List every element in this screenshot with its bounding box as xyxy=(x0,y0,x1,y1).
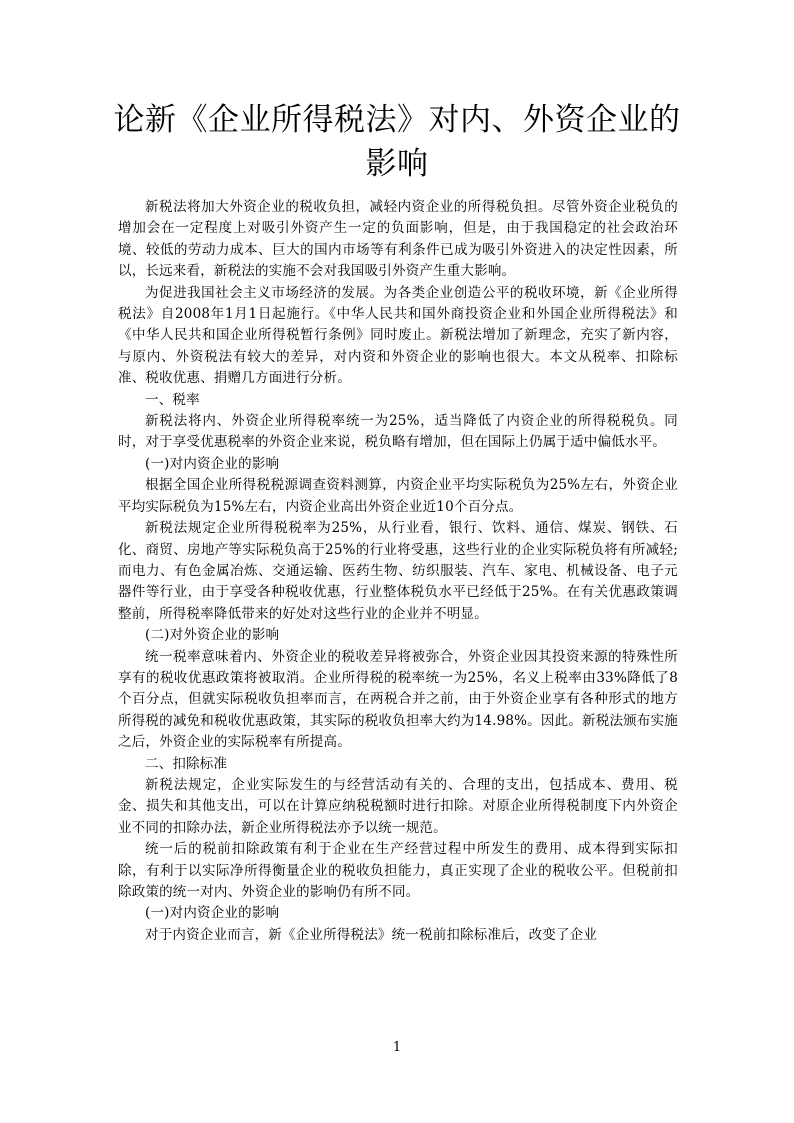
title-line-2: 影响 xyxy=(365,146,429,182)
paragraph-domestic-burden: 根据全国企业所得税税源调查资料测算，内资企业平均实际税负为25%左右，外资企业平均实际税负为15%左右，内资企业高出外资企业近10个百分点。 xyxy=(118,477,678,515)
paragraph-background: 为促进我国社会主义市场经济的发展。为各类企业创造公平的税收环境，新《企业所得税法》自2008年1月1日起施行。《中华人民共和国外商投资企业和外国企业所得税法》和《中华人民共和国企业所得税暂行条例》同时废止。新税法增加了新理念，充实了新内容，与原内、外资税法有较大的差异，对内资和外资企业的影响也很大。本文从税率、扣除标准、税收优惠、捐赠几方面进行分析。 xyxy=(118,284,678,387)
subheading-domestic-deduction: (一)对内资企业的影响 xyxy=(145,905,280,922)
title-line-1: 论新《企业所得税法》对内、外资企业的 xyxy=(113,102,681,138)
paragraph-domestic-deduction: 对于内资企业而言，新《企业所得税法》统一税前扣除标准后，改变了企业 xyxy=(145,926,598,943)
subheading-foreign-impact: (二)对外资企业的影响 xyxy=(145,627,280,644)
paragraph-tax-rate: 新税法将内、外资企业所得税率统一为25%，适当降低了内资企业的所得税税负。同时，对于享受优惠税率的外资企业来说，税负略有增加，但在国际上仍属于适中偏低水平。 xyxy=(118,413,678,451)
page-number: 1 xyxy=(392,1040,402,1055)
section-heading-tax-rate: 一、税率 xyxy=(145,391,200,408)
paragraph-foreign-impact: 统一税率意味着内、外资企业的税收差异将被弥合，外资企业因其投资来源的特殊性所享有的税收优惠政策将被取消。企业所得税的税率统一为25%，名义上税率由33%降低了8个百分点，但就实际税收负担率而言，在两税合并之前，由于外资企业享有各种形式的地方所得税的减免和税收优惠政策，其实际的税收负担率大约为14.98%。因此。新税法颁布实施之后，外资企业的实际税率有所提高。 xyxy=(118,648,678,751)
paragraph-industry-impact: 新税法规定企业所得税税率为25%，从行业看，银行、饮料、通信、煤炭、钢铁、石化、商贸、房地产等实际税负高于25%的行业将受惠，这些行业的企业实际税负将有所减轻;而电力、有色金属冶炼、交通运输、医药生物、纺织服装、汽车、家电、机械设备、电子元器件等行业，由于享受各种税收优惠，行业整体税负水平已经低于25%。在有关优惠政策调整前，所得税率降低带来的好处对这些行业的企业并不明显。 xyxy=(118,520,678,622)
document-title xyxy=(100,98,694,186)
paragraph-deduction-rule: 新税法规定，企业实际发生的与经营活动有关的、合理的支出，包括成本、费用、税金、损失和其他支出，可以在计算应纳税税额时进行扣除。对原企业所得税制度下内外资企业不同的扣除办法，新企业所得税法亦予以统一规范。 xyxy=(118,776,678,836)
document-body xyxy=(118,197,678,946)
paragraph-intro: 新税法将加大外资企业的税收负担，减轻内资企业的所得税负担。尽管外资企业税负的增加会在一定程度上对吸引外资产生一定的负面影响，但是，由于我国稳定的社会政治环境、较低的劳动力成本、巨大的国内市场等有利条件已成为吸引外资进入的决定性因素，所以，长远来看，新税法的实施不会对我国吸引外资产生重大影响。 xyxy=(118,199,678,280)
subheading-domestic-impact: (一)对内资企业的影响 xyxy=(145,455,280,472)
section-heading-deduction: 二、扣除标准 xyxy=(145,755,228,772)
paragraph-deduction-unified: 统一后的税前扣除政策有利于企业在生产经营过程中所发生的费用、成本得到实际扣除，有利于以实际净所得衡量企业的税收负担能力，真正实现了企业的税收公平。但税前扣除政策的统一对内、外资企业的影响仍有所不同。 xyxy=(118,841,678,900)
